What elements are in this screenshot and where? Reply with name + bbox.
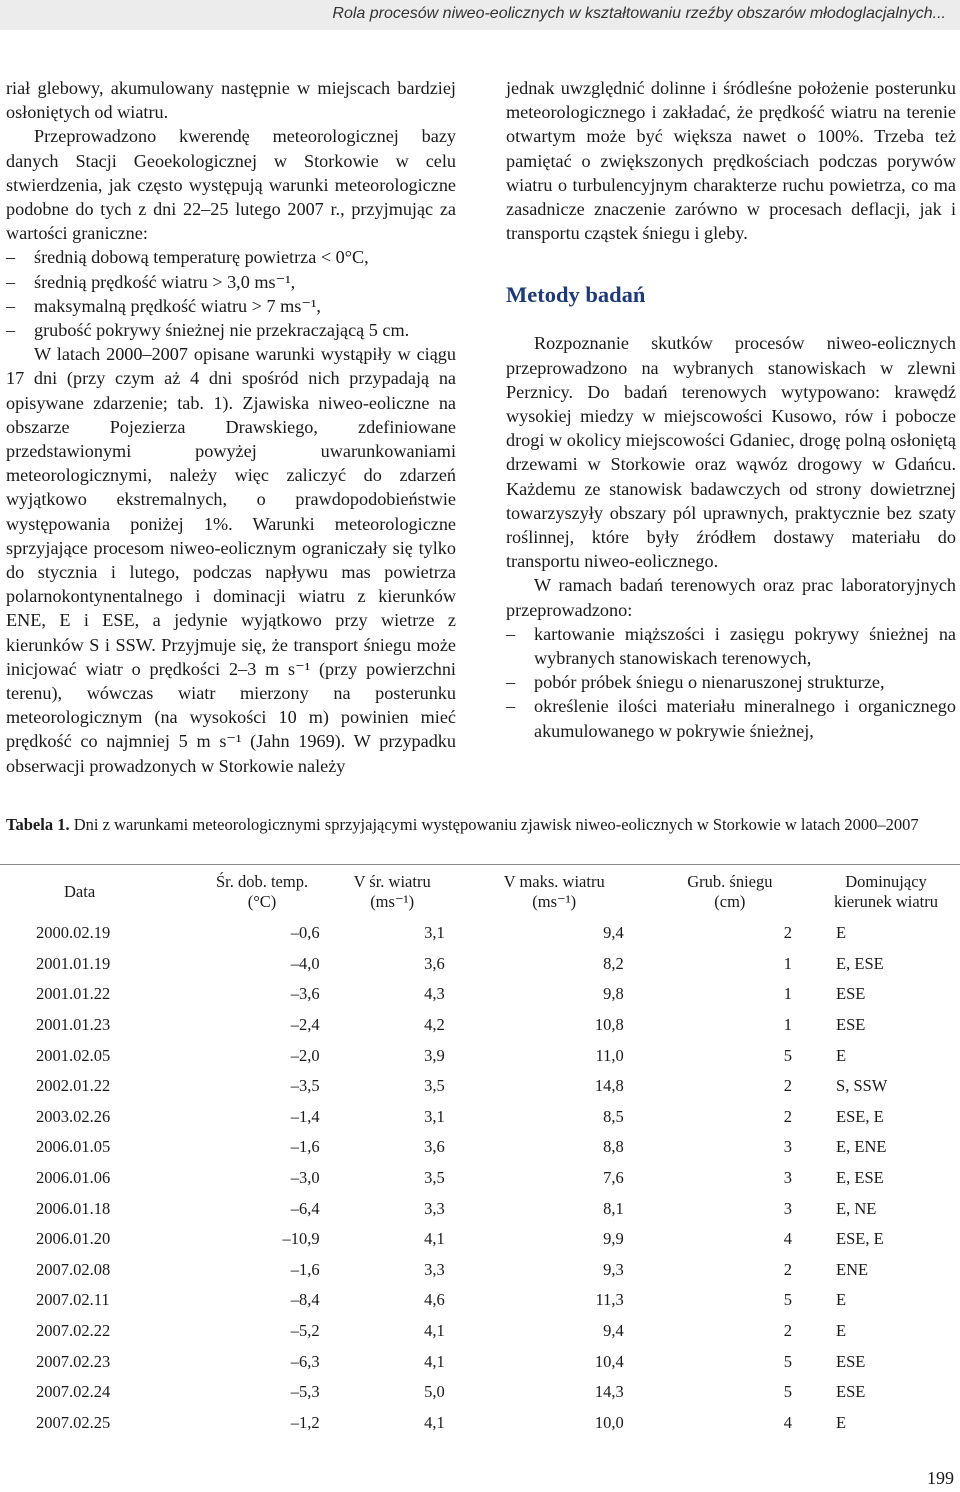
section-heading: Metody badań [506,282,646,308]
header-snow: Grub. śniegu (cm) [687,872,773,911]
table-row [36,1285,960,1316]
task-item: – określenie ilości materiału mineralnego i organicznego akumulowanego w pokrywie śnieżnej, [506,694,956,742]
table-cell: 5 [783,1382,793,1402]
task-item: – kartowanie miąższości i zasięgu pokrywy śnieżnej na wybranych stanowiskach terenowych, [506,622,956,670]
table-cell: 4,1 [424,1229,445,1249]
table-cell: 11,0 [595,1045,624,1065]
table-cell: S, SSW [836,1076,888,1096]
table-cell: E, NE [836,1198,877,1218]
table-row [36,1071,960,1102]
table-cell: 2007.02.22 [36,1321,111,1341]
table-cell: E [836,1412,847,1432]
table-cell: –1,2 [290,1412,320,1432]
table-cell: 2006.01.20 [36,1229,111,1249]
table-cell: 3,5 [424,1076,445,1096]
table-cell: 2001.01.23 [36,1015,111,1035]
table-cell: 3 [783,1168,793,1188]
table-row [36,1040,960,1071]
table-cell: 5 [783,1351,793,1371]
table-cell: 8,8 [603,1137,624,1157]
table-row [36,1224,960,1255]
table-cell: 8,1 [603,1198,624,1218]
table-top-rule [0,864,960,865]
table-cell: ESE [836,1351,866,1371]
table-cell: 11,3 [595,1290,624,1310]
table-cell: 2006.01.18 [36,1198,111,1218]
table-cell: 8,2 [603,953,624,973]
table-row [36,1408,960,1439]
table-cell: 1 [783,953,793,973]
table-cell: –6,3 [290,1351,320,1371]
table-cell: 2001.02.05 [36,1045,111,1065]
table-cell: 4,1 [424,1321,445,1341]
table-cell: ESE, E [836,1229,884,1249]
table-cell: 2006.01.05 [36,1137,111,1157]
table-cell: 3 [783,1198,793,1218]
table-cell: 3,1 [424,1106,445,1126]
table-cell: 5 [783,1290,793,1310]
tasks-list [506,622,956,743]
left-column [6,76,456,778]
table-cell: E, ENE [836,1137,887,1157]
table-cell: E [836,1045,847,1065]
header-date: Data [64,882,96,901]
table-cell: –1,6 [290,1137,320,1157]
table-cell: E [836,1321,847,1341]
table-cell: 1 [783,1015,793,1035]
table-cell: 2006.01.06 [36,1168,111,1188]
table-cell: 10,8 [594,1015,624,1035]
page-number: 199 [927,1468,954,1488]
table-label: Tabela 1. [6,815,70,834]
table-cell: 5,0 [424,1382,445,1402]
table-cell: –3,0 [290,1168,320,1188]
table-caption-text: Dni z warunkami meteorologicznymi sprzyjającymi występowaniu zjawisk niweo-eolicznych w Storkowie w latach 2000–2007 [73,815,919,834]
table-cell: ENE [836,1259,869,1279]
table-cell: –5,3 [290,1382,320,1402]
table-cell: 2007.02.08 [36,1259,111,1279]
table-cell: –3,6 [290,984,320,1004]
table-cell: 2001.01.19 [36,953,111,973]
table-row [36,1102,960,1133]
table-cell: 2007.02.24 [36,1382,111,1402]
table-cell: ESE, E [836,1106,884,1126]
table-row [36,979,960,1010]
table-cell: 2003.02.26 [36,1106,111,1126]
criteria-item: – grubość pokrywy śnieżnej nie przekraczającą 5 cm. [6,318,456,342]
table-cell: E, ESE [836,953,884,973]
table-cell: 4 [783,1412,793,1432]
table-caption [6,815,958,836]
table-row [36,1132,960,1163]
table-cell: 2 [783,1106,793,1126]
table-cell: ESE [836,1015,866,1035]
table-row [36,1193,960,1224]
data-table [36,870,960,1438]
table-cell: 3,1 [424,923,445,943]
table-cell: 9,4 [603,923,624,943]
table-cell: 2007.02.23 [36,1351,111,1371]
table-cell: –1,4 [290,1106,320,1126]
table-cell: 3 [783,1137,793,1157]
table-cell: –10,9 [282,1229,320,1249]
table-row [36,1010,960,1041]
paragraph-query: Przeprowadzono kwerendę meteorologicznej bazy danych Stacji Geoekologicznej w Storkowie w celu stwierdzenia, jak często występują warunki meteorologiczne podobne do tych z dni 22–25 lutego 2007 r., przyjmując za wartości graniczne: [6,126,456,244]
table-cell: 3,5 [424,1168,445,1188]
table-cell: –8,4 [290,1290,320,1310]
paragraph-results: W latach 2000–2007 opisane warunki wystąpiły w ciągu 17 dni (przy czym aż 4 dni spośród nich przypadają na opisywane zdarzenie; tab. 1). Zjawiska niweo-eoliczne na obszarze Pojezierza Drawskiego, zdefiniowane przedstawionymi powyżej uwarunkowaniami meteorologicznymi, należy więc zaliczyć do zdarzeń wyjątkowo ekstremalnych, o prawdopodobieństwie występowania poniżej 1%. Warunki meteorologiczne sprzyjające procesom niweo-eolicznym ograniczały się tylko do stycznia i lutego, podczas napływu mas powietrza polarnokontynentalnego i dominacji wiatru z kierunków ENE, E i ESE, a jedynie wyjątkowo przy wietrze z kierunków S i SSW. Przyjmuje się, że transport śniegu może inicjować wiatr o prędkości 2–3 m s⁻¹ (przy powierzchni terenu), wówczas wiatr mierzony na posterunku meteorologicznym (na wysokości 10 m) powinien mieć prędkość co najmniej 5 m s⁻¹ (Jahn 1969). W przypadku obserwacji prowadzonych w Storkowie należy [6,344,456,776]
table-cell: 3,3 [424,1259,445,1279]
table-cell: 1 [783,984,793,1004]
table-cell: 4,3 [424,984,445,1004]
table-cell: –0,6 [290,923,320,943]
paragraph-tasks-intro: W ramach badań terenowych oraz prac laboratoryjnych przeprowadzono: [506,575,956,620]
table-cell: 2007.02.25 [36,1412,111,1432]
table-cell: 3,3 [424,1198,445,1218]
table-cell: 10,4 [594,1351,624,1371]
table-cell: –6,4 [290,1198,320,1218]
table-cell: 2 [783,1259,793,1279]
criteria-item: – średnią dobową temperaturę powietrza < 0°C, [6,245,456,269]
table-cell: 9,9 [603,1229,624,1249]
table-cell: 9,4 [603,1321,624,1341]
table-cell: ESE [836,1382,866,1402]
header-temp: Śr. dob. temp. (°C) [215,872,309,911]
criteria-list [6,245,456,342]
table-cell: 9,8 [603,984,624,1004]
running-header [0,0,960,30]
table-cell: 4,2 [424,1015,445,1035]
table-cell: E, ESE [836,1168,884,1188]
table-cell: 2 [783,1076,793,1096]
table-cell: 4,1 [424,1412,445,1432]
table-cell: 3,6 [424,1137,445,1157]
table-cell: 2 [783,1321,793,1341]
table-cell: 14,8 [594,1076,624,1096]
table-cell: 2 [783,923,793,943]
table-cell: 2001.01.22 [36,984,111,1004]
paragraph-methods: Rozpoznanie skutków procesów niweo-eolicznych przeprowadzono na wybranych stanowiskach w zlewni Perznicy. Do badań terenowych wytypowano: krawędź wysokiej miedzy w miejscowości Kusowo, rów i pobocze drogi w okolicy miejscowości Gdaniec, drogę polną osłoniętą drzewami w Storkowie oraz wąwóz drogowy w Gdańcu. Każdemu ze stanowisk badawczych od strony dowietrznej towarzyszyły obszary pól uprawnych, praktycznie bez szaty roślinnej, które były źródłem dostawy materiału do transportu niweo-eolicznego. [506,333,956,572]
table-row [36,918,960,949]
task-item: – pobór próbek śniegu o nienaruszonej strukturze, [506,670,956,694]
table-cell: 3,6 [424,953,445,973]
table-cell: 2000.02.19 [36,923,111,943]
table-cell: –2,4 [290,1015,320,1035]
criteria-item: – maksymalną prędkość wiatru > 7 ms⁻¹, [6,294,456,318]
table-row [36,1255,960,1286]
header-direction: Dominujący kierunek wiatru [834,872,939,911]
table-cell: E [836,1290,847,1310]
table-cell: 10,0 [594,1412,624,1432]
table-cell: 3,9 [424,1045,445,1065]
table-cell: 5 [783,1045,793,1065]
table-cell: –3,5 [290,1076,320,1096]
table-cell: –1,6 [290,1259,320,1279]
table-header-row [36,870,960,918]
table-cell: –2,0 [290,1045,320,1065]
table-cell: 2007.02.11 [36,1290,110,1310]
table-body [36,918,960,1438]
table-cell: 7,6 [603,1168,624,1188]
paragraph-continuation: jednak uwzględnić dolinne i śródleśne położenie posterunku meteorologicznego i zakładać, że prędkość wiatru na terenie otwartym może być większa nawet o 100%. Trzeba też pamiętać o zwiększonych prędkościach podczas porywów wiatru o turbulencyjnym charakterze ruchu powietrza, co ma zasadnicze znaczenie zarówno w procesach deflacji, jak i transportu cząstek śniegu i gleby. [506,78,956,244]
table-row [36,1316,960,1347]
table-cell: 8,5 [603,1106,624,1126]
table-cell: 2002.01.22 [36,1076,111,1096]
table-cell: 9,3 [603,1259,624,1279]
running-head-title: Rola procesów niweo-eolicznych w kształtowaniu rzeźby obszarów młodoglacjalnych... [332,5,946,22]
table-row [36,1346,960,1377]
header-wind-avg: V śr. wiatru (ms⁻¹) [353,872,431,911]
right-column [506,76,956,743]
header-wind-max: V maks. wiatru (ms⁻¹) [503,872,605,911]
table-cell: E [836,923,847,943]
table-cell: 4,6 [424,1290,445,1310]
criteria-item: – średnią prędkość wiatru > 3,0 ms⁻¹, [6,270,456,294]
table-cell: –4,0 [290,953,320,973]
table-cell: 4,1 [424,1351,445,1371]
table-row [36,949,960,980]
table-row [36,1163,960,1194]
table-cell: 4 [783,1229,793,1249]
table-cell: 14,3 [594,1382,624,1402]
table-row [36,1377,960,1408]
table-cell: ESE [836,984,866,1004]
paragraph-continuation: riał glebowy, akumulowany następnie w miejscach bardziej osłoniętych od wiatru. [6,78,456,123]
table-cell: –5,2 [290,1321,320,1341]
